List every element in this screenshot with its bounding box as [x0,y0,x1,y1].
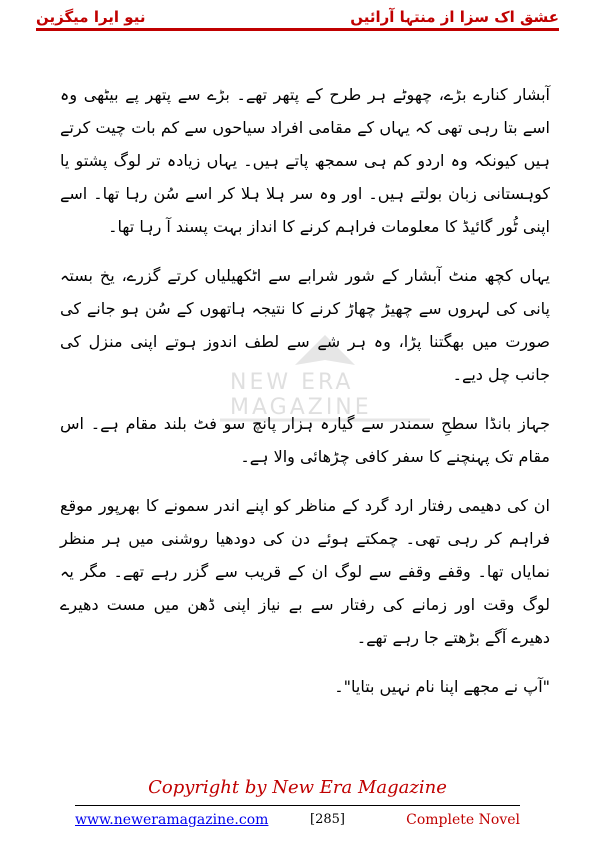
paragraph: یہاں کچھ منٹ آبشار کے شور شرابے سے اٹکھیلیاں کرتے گزرے، یخ بستہ پانی کی لہروں سے چھیڑ چھاڑ کرنے کا نتیجہ ہاتھوں کے سُن ہو جانے کی صورت میں بھگتنا پڑا، وہ ہر شے سے لطف اندوز ہوتے اپنی منزل کی جانب چل دیے۔ [60,266,550,384]
website-link[interactable]: www.neweramagazine.com [75,812,269,828]
watermark-text: NEW ERA MAGAZINE [230,370,372,420]
page-footer [75,805,520,834]
paragraph: آبشار کنارے بڑے، چھوٹے ہر طرح کے پتھر تھے۔ بڑے سے پتھر پے بیٹھی وہ اسے بتا رہی تھی کہ یہاں کے مقامی افراد سیاحوں سے کم بات چیت کرتے ہیں کیونکہ وہ اردو کم ہی سمجھ پاتے ہیں۔ یہاں زیادہ تر لوگ پشتو یا کوہستانی زبان بولتے ہیں۔ اور وہ سر ہلا ہلا کر اسے سُن رہا تھا۔ اسے اپنی ٹُور گائیڈ کا معلومات فراہم کرنے کا انداز بہت پسند آ رہا تھا۔ [60,85,550,236]
complete-novel-label: Complete Novel [406,812,520,828]
copyright-notice: Copyright by New Era Magazine [148,777,447,798]
page-number: [285] [310,812,345,827]
novel-title: عشق اک سزا از منتہا آرائیں [350,8,559,26]
paragraph: جہاز بانڈا سطحِ سمندر سے گیارہ ہزار پانچ سو فٹ بلند مقام ہے۔ اس مقام تک پہنچنے کا سفر کافی چڑھائی والا ہے۔ [60,414,550,466]
paragraph: "آپ نے مجھے اپنا نام نہیں بتایا"۔ [334,677,550,696]
paragraph: ان کی دھیمی رفتار ارد گرد کے مناظر کو اپنے اندر سمونے کا بھرپور موقع فراہم کر رہی تھی۔ چمکتے ہوئے دن کی دودھیا روشنی میں ہر منظر نمایاں تھا۔ وقفے وقفے سے لوگ ان کے قریب سے گزر رہے تھے۔ مگر یہ لوگ وقت اور زمانے کی رفتار سے بے نیاز اپنی ڈھن میں مست دھیرے دھیرے آگے بڑھتے جا رہے تھے۔ [60,496,551,647]
header-divider [36,28,559,31]
article-body [60,78,550,719]
magazine-title: نیو ایرا میگزین [36,8,146,26]
